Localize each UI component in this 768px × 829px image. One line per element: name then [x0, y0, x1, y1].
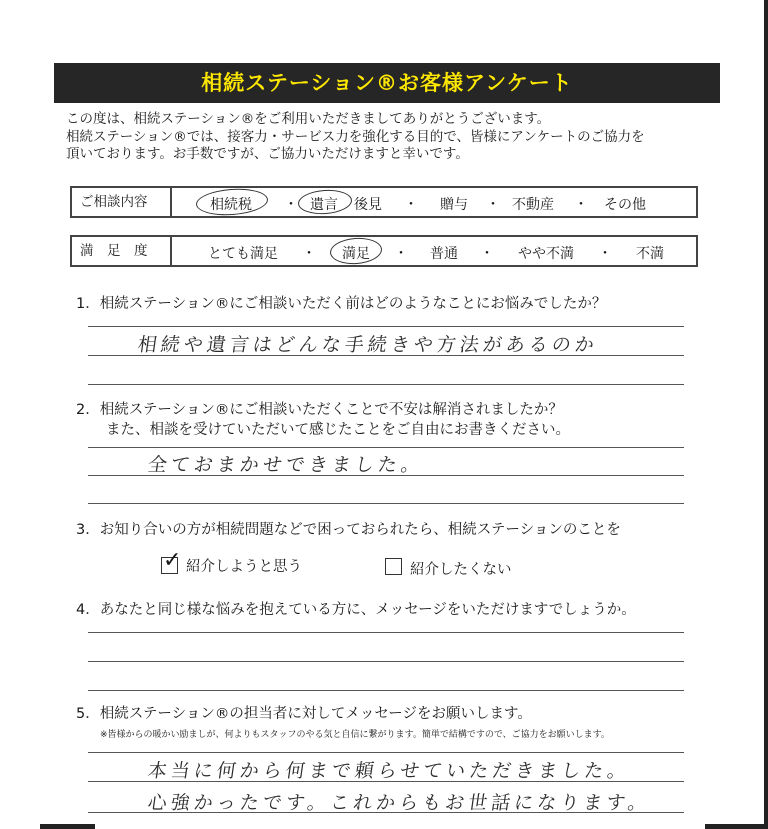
consultation-label: ご相談内容: [72, 188, 172, 216]
separator-dot: ・: [284, 197, 298, 213]
answer-line: [88, 752, 684, 753]
answer-line: [88, 661, 684, 662]
consultation-option-will[interactable]: 遺言: [310, 197, 338, 213]
answer-line: [88, 475, 684, 476]
separator-dot: ・: [480, 246, 494, 262]
scan-edge-right: [764, 0, 768, 829]
consultation-option-gift[interactable]: 贈与: [440, 197, 468, 213]
question-5-note: ※皆様からの暖かい励ましが、何よりもスタッフのやる気と自信に繋がります。簡単で結構ですので、ご協力をお願いします。: [100, 730, 610, 740]
answer-line: [88, 690, 684, 691]
answer-line: [88, 781, 684, 782]
answer-line: [88, 447, 684, 448]
consultation-option-other[interactable]: その他: [604, 197, 646, 213]
scan-edge-bottom: [40, 824, 95, 829]
satisfaction-option-very-satisfied[interactable]: とても満足: [208, 246, 278, 262]
answer-line: [88, 503, 684, 504]
separator-dot: ・: [404, 197, 418, 213]
recommend-no-label: 紹介したくない: [410, 562, 512, 578]
checkmark-icon: ✓: [163, 548, 182, 573]
answer-5-handwriting-line1: 本当に何から何まで頼らせていただきました。: [146, 760, 632, 782]
consultation-option-guardianship[interactable]: 後見: [354, 197, 382, 213]
satisfaction-box: [70, 235, 698, 267]
consultation-option-real-estate[interactable]: 不動産: [512, 197, 554, 213]
consultation-option-inheritance-tax[interactable]: 相続税: [210, 197, 252, 213]
satisfaction-option-neutral[interactable]: 普通: [430, 246, 458, 262]
answer-line: [88, 326, 684, 327]
question-3: 3．お知り合いの方が相続問題などで困っておられたら、相続ステーションのことを: [76, 522, 621, 538]
recommend-yes-checkbox[interactable]: [161, 548, 182, 574]
answer-line: [88, 384, 684, 385]
intro-text: [66, 111, 726, 164]
separator-dot: ・: [598, 246, 612, 262]
survey-title: 相続ステーション®お客様アンケート: [54, 63, 720, 103]
answer-line: [88, 812, 684, 813]
intro-line: 相続ステーション®では、接客力・サービス力を強化する目的で、皆様にアンケートのご協力を: [66, 128, 645, 145]
separator-dot: ・: [574, 197, 588, 213]
scan-edge-bottom-right: [705, 824, 768, 829]
answer-1-handwriting: 相続や遺言はどんな手続きや方法があるのか: [136, 334, 600, 356]
question-4: 4．あなたと同じ様な悩みを抱えている方に、メッセージをいただけますでしょうか。: [76, 602, 636, 618]
question-2: 2．相続ステーション®にご相談いただくことで不安は解消されましたか？: [76, 402, 563, 418]
intro-line: この度は、相続ステーション®をご利用いただきましてありがとうございます。: [66, 111, 551, 127]
intro-line: 頂いております。お手数ですが、ご協力いただけますと幸いです。: [66, 146, 469, 162]
satisfaction-option-satisfied[interactable]: 満足: [342, 246, 370, 262]
answer-line: [88, 632, 684, 633]
selected-circle-mark: [195, 187, 269, 218]
answer-2-handwriting: 全ておまかせできました。: [146, 454, 426, 476]
consultation-box: [70, 186, 698, 218]
satisfaction-label: 満 足 度: [72, 237, 172, 265]
selected-circle-mark: [329, 236, 383, 266]
satisfaction-option-dissatisfied[interactable]: 不満: [636, 246, 664, 262]
recommend-yes-label: 紹介しようと思う: [186, 559, 302, 575]
separator-dot: ・: [394, 246, 408, 262]
question-1: 1．相続ステーション®にご相談いただく前はどのようなことにお悩みでしたか？: [76, 296, 607, 312]
recommend-no-checkbox[interactable]: [385, 558, 402, 575]
satisfaction-option-somewhat-dissatisfied[interactable]: やや不満: [518, 246, 574, 262]
question-2-sub: また、相談を受けていただいて感じたことをご自由にお書きください。: [106, 422, 570, 438]
answer-line: [88, 355, 684, 356]
separator-dot: ・: [302, 246, 316, 262]
separator-dot: ・: [486, 197, 500, 213]
selected-circle-mark: [297, 188, 353, 216]
question-5: 5．相続ステーション®の担当者に対してメッセージをお願いします。: [76, 706, 532, 722]
answer-5-handwriting-line2: 心強かったです。これからもお世話になります。: [146, 792, 653, 814]
